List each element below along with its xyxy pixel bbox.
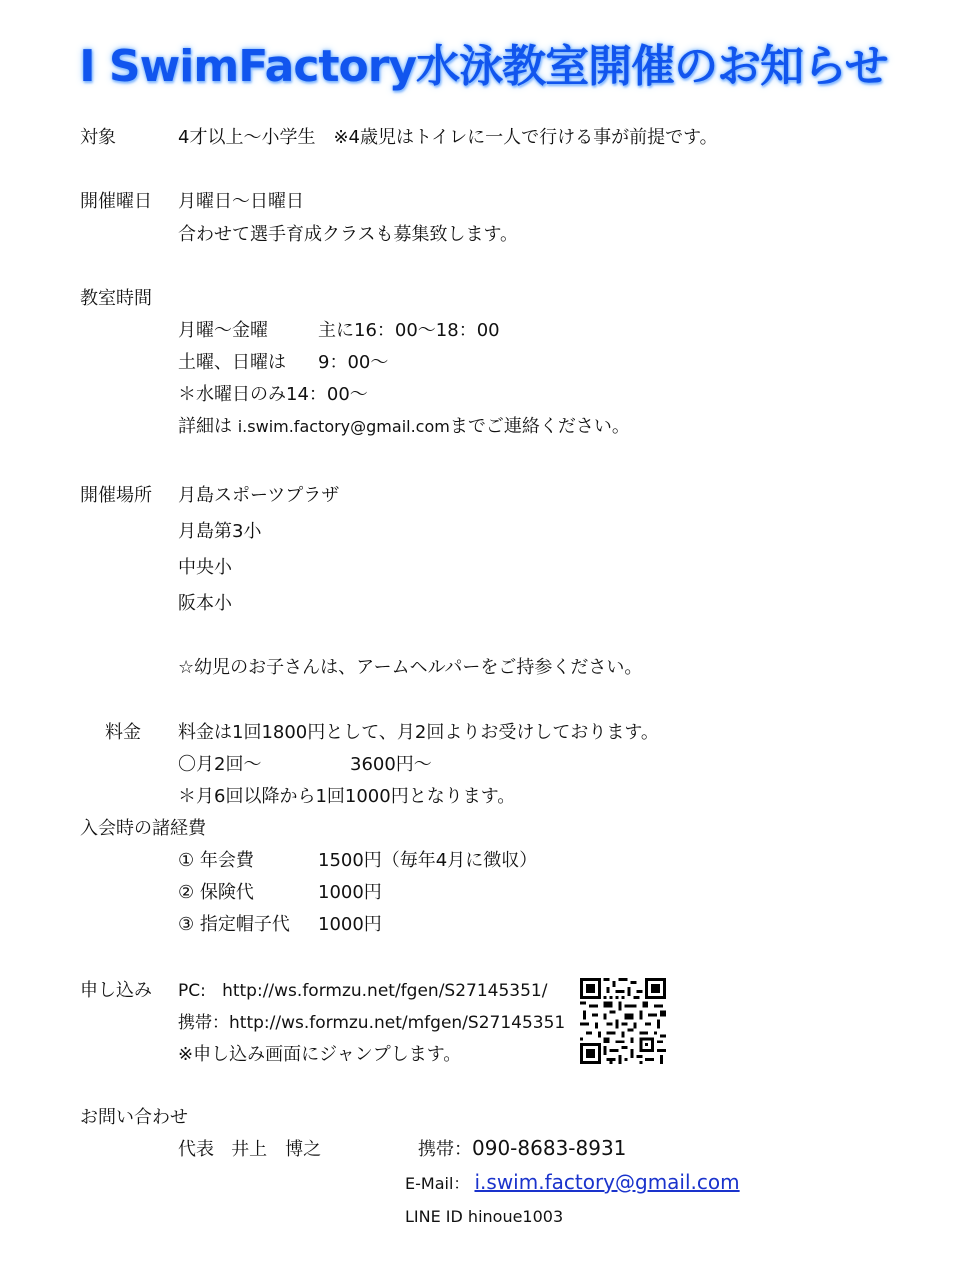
page-title: I SwimFactory水泳教室開催のお知らせ [79,41,888,92]
contact-phone [418,1137,626,1161]
venue-place-1: 月島スポーツプラザ [178,485,340,506]
venue-place-4: 阪本小 [178,593,232,614]
apply-pc [178,980,547,1002]
hours-detail [178,416,630,438]
hours-wednesday: ＊水曜日のみ14：00～ [178,384,368,405]
days-line-1: 月曜日～日曜日 [178,191,304,212]
fee-label: 料金 [105,722,141,743]
join-item-1-label: 年会費 [199,850,254,871]
contact-label: お問い合わせ [80,1107,188,1128]
apply-label: 申し込み [80,980,152,1001]
fee-line-1: 料金は1回1800円として、月2回よりお受けしております。 [178,722,659,743]
fee-plan-price: 3600円～ [350,754,432,775]
apply-note: ※申し込み画面にジャンプします。 [178,1044,462,1065]
target-label: 対象 [80,127,116,148]
contact-email-link[interactable]: i.swim.factory@gmail.com [474,1170,740,1194]
contact-phone-number[interactable]: 090-8683-8931 [472,1136,627,1160]
fee-plan-label: 〇月2回～ [178,754,262,775]
join-item-1-price: 1500円（毎年4月に徴収） [318,850,538,871]
join-item-2-price: 1000円 [318,882,382,903]
hours-weekday-label: 月曜～金曜 [178,320,268,341]
hours-detail-prefix: 詳細は [178,416,238,437]
hours-detail-suffix: までご連絡ください。 [449,416,630,437]
hours-label: 教室時間 [80,288,152,309]
venue-place-2: 月島第3小 [178,521,262,542]
contact-rep-label: 代表 [178,1139,214,1160]
apply-mobile-url[interactable]: http://ws.formzu.net/mfgen/S27145351 [229,1013,566,1033]
join-item-3-label: 指定帽子代 [199,914,290,935]
apply-mobile-label: 携帯： [178,1013,229,1033]
hours-weekday-time: 主に16：00～18：00 [318,320,500,341]
venue-place-3: 中央小 [178,557,232,578]
qr-code-icon[interactable] [580,978,666,1064]
join-label: 入会時の諸経費 [80,818,206,839]
contact-phone-label: 携帯： [418,1139,472,1160]
apply-pc-label: PC: [178,981,206,1001]
contact-rep-name: 井上 博之 [231,1139,322,1160]
venue-label: 開催場所 [80,485,152,506]
target-value: 4才以上～小学生 ※4歳児はトイレに一人で行ける事が前提です。 [178,127,718,148]
join-item-1-name [178,850,254,872]
hours-weekend-time: 9：00～ [318,352,389,373]
contact-email-label: E-Mail： [405,1174,470,1193]
join-item-2-label: 保険代 [199,882,254,903]
contact-rep [178,1139,321,1161]
join-item-3-price: 1000円 [318,914,382,935]
days-line-2: 合わせて選手育成クラスも募集致します。 [178,224,519,245]
join-item-1-num: ① [178,850,195,871]
contact-line-id: LINE ID hinoue1003 [405,1207,564,1226]
fee-note: ＊月6回以降から1回1000円となります。 [178,786,516,807]
join-item-3-name [178,914,290,936]
hours-detail-email[interactable]: i.swim.factory@gmail.com [237,417,450,436]
join-item-2-name [178,882,254,904]
venue-note: ☆幼児のお子さんは、アームヘルパーをご持参ください。 [178,657,643,678]
join-item-3-num: ③ [178,914,195,935]
join-item-2-num: ② [178,882,195,903]
contact-email [405,1171,740,1195]
hours-weekend-label: 土曜、日曜は [178,352,286,373]
apply-pc-url[interactable]: http://ws.formzu.net/fgen/S27145351/ [222,981,548,1001]
apply-mobile [178,1012,573,1034]
days-label: 開催曜日 [80,191,152,212]
